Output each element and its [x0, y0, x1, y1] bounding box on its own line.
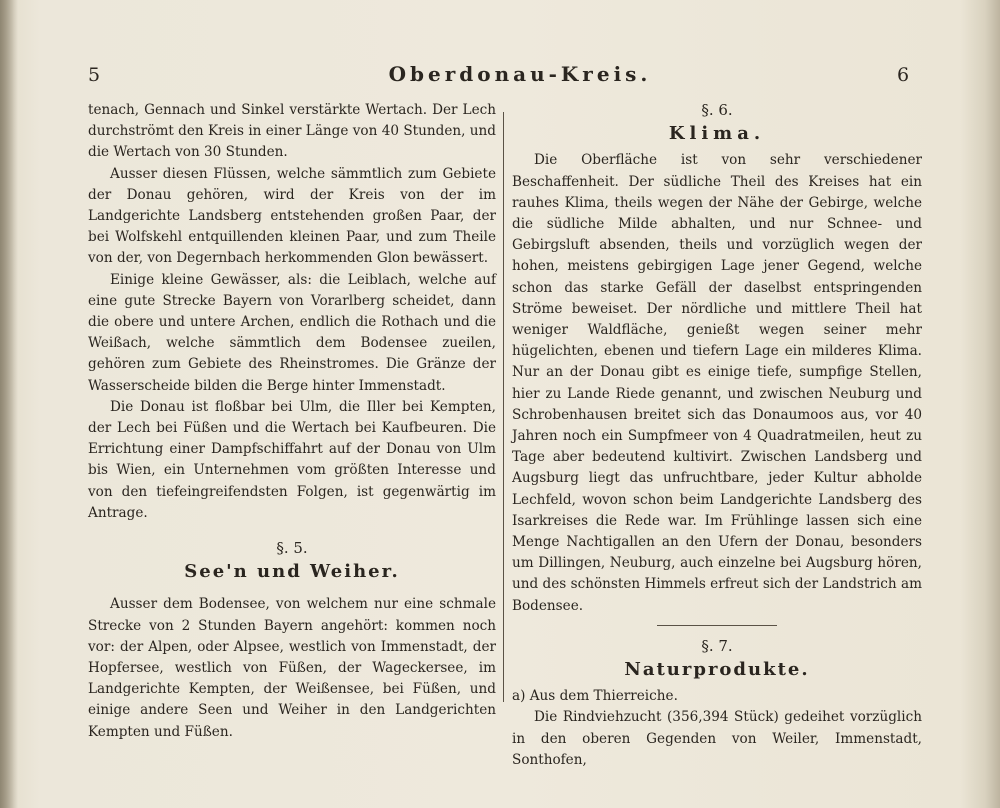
- page-number-left: 5: [88, 64, 101, 86]
- right-column: [512, 100, 922, 771]
- section-number: §. 5.: [276, 539, 308, 558]
- paragraph: Einige kleine Gewässer, als: die Leiblach, welche auf eine gute Strecke Bayern von Vorarlberg scheidet, dann die obere und untere Archen, endlich die Rothach und die Weißach, welche sämmtlich dem Bodensee zueilen, gehören zum Gebiete des Rheinstromes. Die Gränze der Wasserscheide bilden die Berge hinter Immenstadt.: [88, 271, 496, 394]
- page-number-right: 6: [897, 64, 910, 86]
- section-number: §. 7.: [701, 636, 733, 655]
- gutter-shadow: [0, 0, 18, 808]
- section-title: See'n und Weiher.: [184, 561, 400, 583]
- column-divider: [503, 112, 504, 702]
- section-title: Klima.: [668, 123, 766, 145]
- section-title: Naturprodukte.: [624, 659, 810, 681]
- section-divider: [657, 625, 777, 626]
- paragraph: Ausser dem Bodensee, von welchem nur eine schmale Strecke von 2 Stunden Bayern angehört: kommen noch vor: der Alpen, oder Alpsee, westlich von Immenstadt, der Hopfersee, westlich von Füßen, der Wageckersee, im Landgerichte Kempten, der Weißensee, bei Füßen, und einige andere Seen und Weiher in den Landgerichten Kempten und Füßen.: [88, 596, 496, 740]
- paragraph: Ausser diesen Flüssen, welche sämmtlich zum Gebiete der Donau gehören, wird der Kreis von der im Landgerichte Landsberg entstehenden großen Paar, der bei Wolfskehl entquillenden kleinen Paar, und zum Theile von der, von Degernbach herkommenden Glon bewässert.: [88, 165, 496, 267]
- left-column: [88, 100, 496, 743]
- running-head: Oberdonau-Kreis.: [388, 62, 652, 86]
- subsection-heading: a) Aus dem Thierreiche.: [512, 688, 678, 705]
- paragraph: Die Donau ist floßbar bei Ulm, die Iller bei Kempten, der Lech bei Füßen und die Wertach bei Kaufbeuren. Die Errichtung einer Dampfschiffahrt auf der Donau von Ulm bis Wien, ein Unternehmen vom größten Interesse und von den tiefeingreifendsten Folgen, ist gegenwärtig im Antrage.: [88, 398, 496, 521]
- section-number: §. 6.: [701, 101, 733, 119]
- paragraph: tenach, Gennach und Sinkel verstärkte Wertach. Der Lech durchströmt den Kreis in einer Länge von 40 Stunden, und die Wertach von 30 Stunden.: [88, 102, 496, 161]
- paragraph: Die Rindviehzucht (356,394 Stück) gedeihet vorzüglich in den oberen Gegenden von Weiler, Immenstadt, Sonthofen,: [512, 709, 922, 768]
- paragraph: Die Oberfläche ist von sehr verschiedener Beschaffenheit. Der südliche Theil des Kreises hat ein rauhes Klima, theils wegen der Nähe der Gebirge, welche die südliche Milde abhalten, und nur Schnee- und Gebirgsluft absenden, theils und vorzüglich wegen der hohen, meistens gebirgigen Lage jener Gegend, welche schon das starke Gefäll der daselbst entspringenden Ströme beweiset. Der nördliche und mittlere Theil hat weniger Waldfläche, genießt wegen seiner mehr hügelichten, ebenen und tiefern Lage ein milderes Klima. Nur an der Donau gibt es einige tiefe, sumpfige Stellen, hier zu Lande Riede genannt, und zwischen Neuburg und Schrobenhausen breitet sich das Donaumoos aus, vor 40 Jahren noch ein Sumpfmeer von 4 Quadratmeilen, heut zu Tage aber bedeutend kultivirt. Zwischen Landsberg und Augsburg liegt das unfruchtbare, jeder Kultur abholde Lechfeld, wovon schon beim Landgerichte Landsberg des Isarkreises die Rede war. Im Frühlinge lassen sich eine Menge Nachtigallen an den Ufern der Donau, besonders um Dillingen, Neuburg, auch einzelne bei Augsburg hören, und des schönsten Himmels erfreut sich der Landstrich am Bodensee.: [512, 152, 922, 614]
